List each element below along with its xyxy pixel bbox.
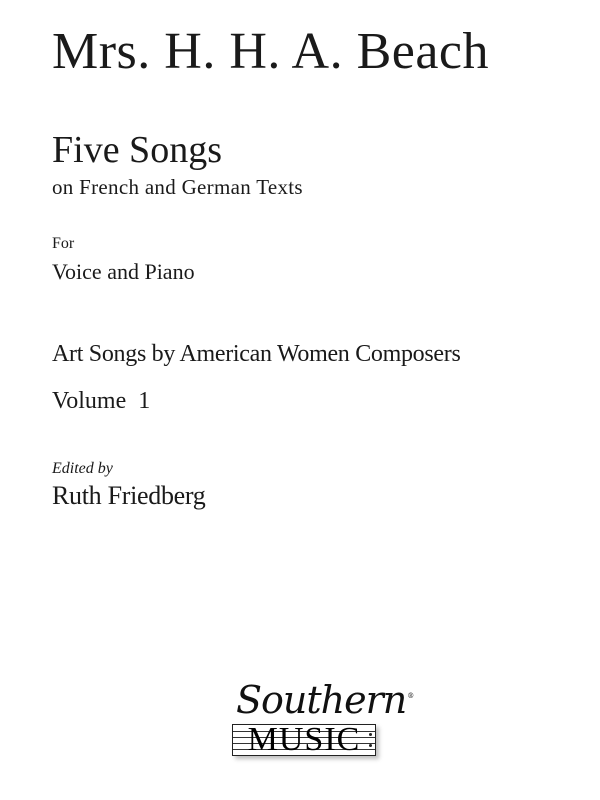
logo-block-text: MUSIC [247, 721, 361, 758]
composer-name: Mrs. H. H. A. Beach [52, 23, 490, 80]
registered-mark-icon: ® [407, 692, 414, 700]
voicing: Voice and Piano [52, 259, 195, 284]
collection-subtitle: on French and German Texts [52, 175, 303, 199]
logo-script-text: Southern [236, 678, 407, 722]
publisher-logo [232, 678, 414, 766]
edited-by-label: Edited by [52, 460, 113, 477]
editor-name: Ruth Friedberg [52, 481, 206, 510]
series-title: Art Songs by American Women Composers [52, 341, 461, 367]
collection-title: Five Songs [52, 129, 222, 171]
logo-script-wordmark [236, 678, 412, 722]
music-staff-box [232, 721, 376, 758]
volume-number: Volume 1 [52, 388, 151, 414]
for-label: For [52, 235, 75, 252]
